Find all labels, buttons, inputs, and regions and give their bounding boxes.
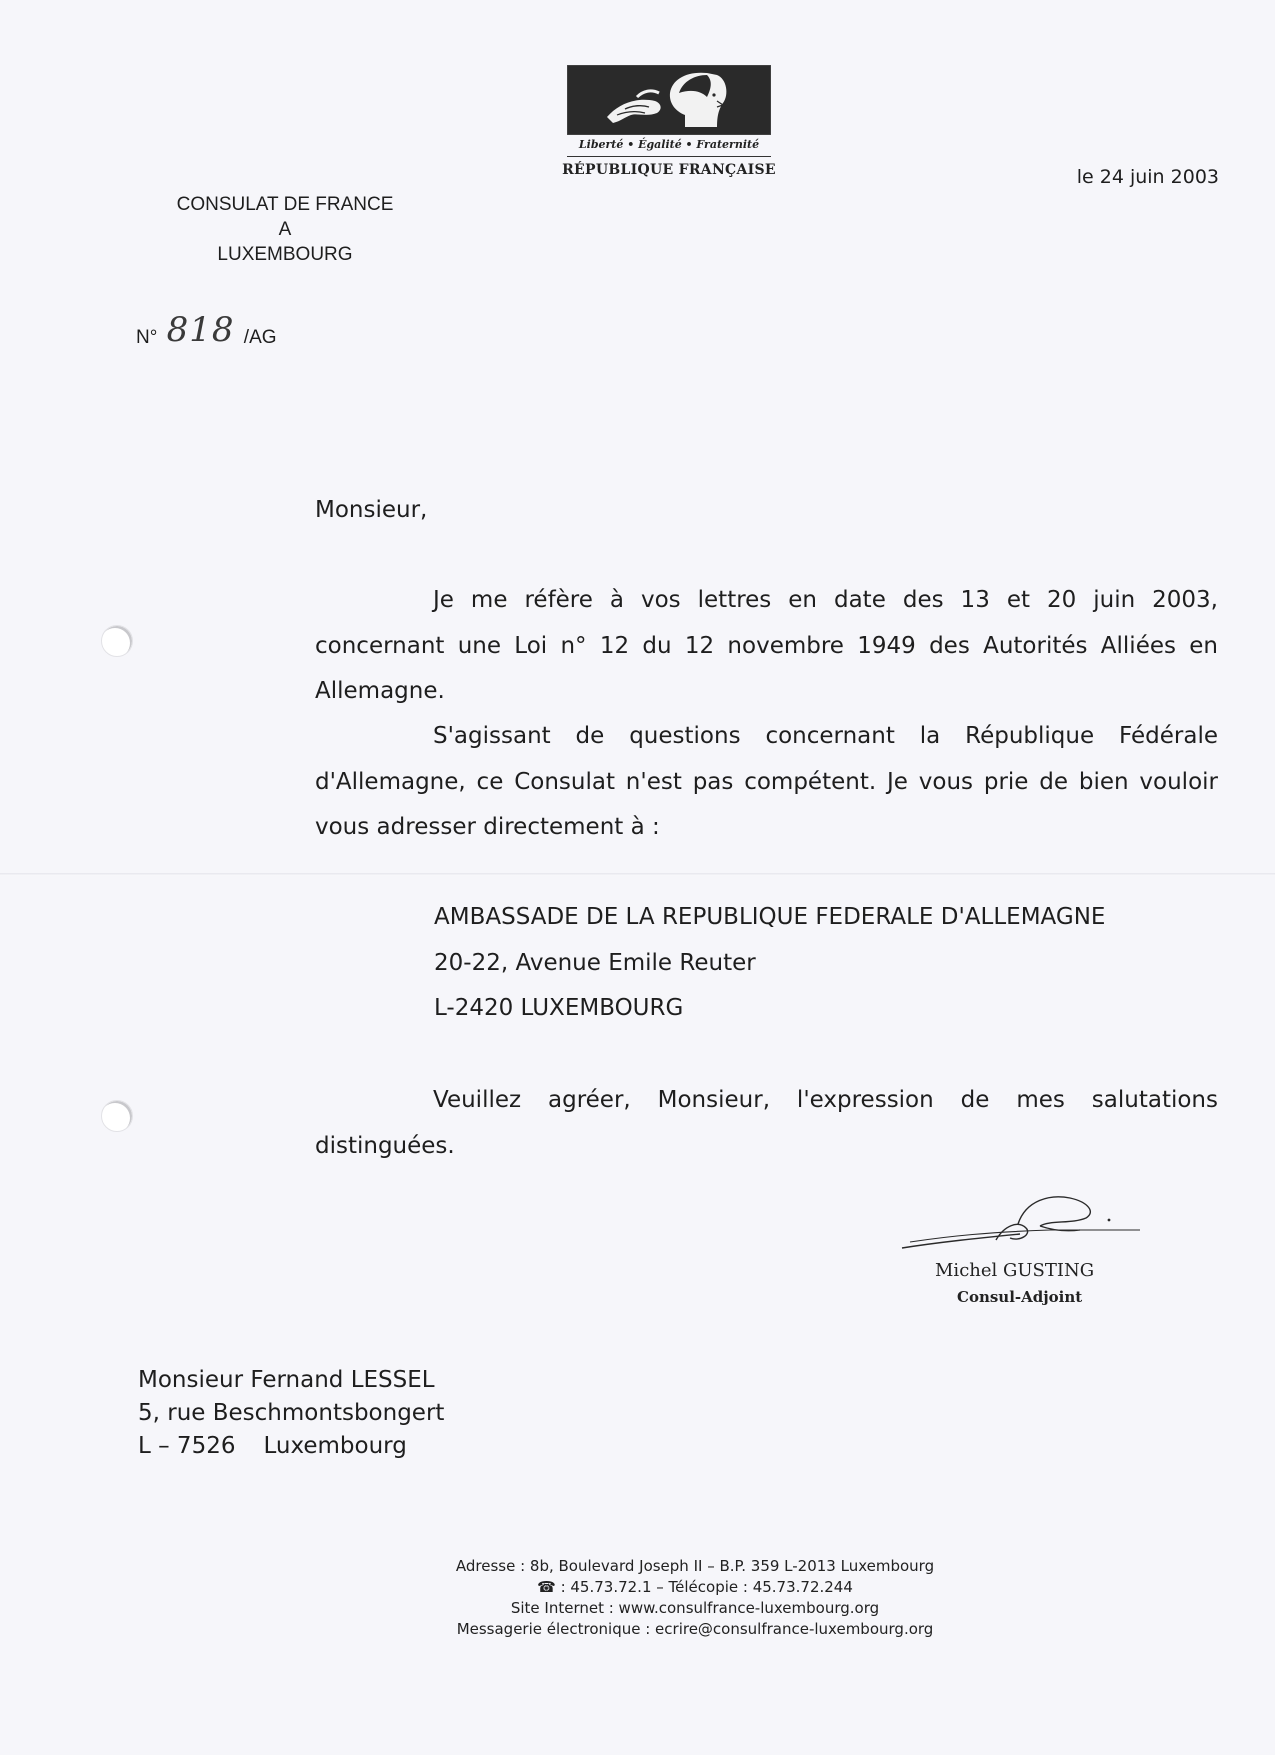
sender-line: A xyxy=(278,219,292,240)
sender-line: LUXEMBOURG xyxy=(217,244,353,265)
reference-prefix: N° xyxy=(136,327,158,348)
footer-email: Messagerie électronique : ecrire@consulfrance-luxembourg.org xyxy=(456,1620,934,1638)
punch-hole-top xyxy=(101,625,133,657)
republic-title: RÉPUBLIQUE FRANÇAISE xyxy=(562,162,776,178)
republic-motto: Liberté • Égalité • Fraternité xyxy=(578,138,760,151)
reference-number xyxy=(136,312,277,352)
recipient-line: Monsieur Fernand LESSEL xyxy=(138,1367,435,1393)
embassy-address-line: L-2420 LUXEMBOURG xyxy=(434,995,684,1021)
signatory-title: Consul-Adjoint xyxy=(957,1288,1083,1306)
body-paragraph-1: Je me réfère à vos lettres en date des 13 et 20 juin 2003, concernant une Loi n° 12 du 12 novembre 1949 des Autorités Alliées en Allemagne. xyxy=(315,587,1218,704)
handwritten-signature xyxy=(900,1190,1140,1250)
sender-line: CONSULAT DE FRANCE xyxy=(176,194,394,215)
punch-hole-bottom xyxy=(101,1100,133,1132)
sender-block xyxy=(150,192,420,267)
recipient-line xyxy=(138,1430,444,1463)
body-paragraph-2: S'agissant de questions concernant la République Fédérale d'Allemagne, ce Consulat n'est pas compétent. Je vous prie de bien vouloir vous adresser directement à : xyxy=(315,723,1218,840)
phone-icon: ☎ xyxy=(537,1578,556,1596)
marianne-logo xyxy=(567,65,771,135)
reference-suffix: /AG xyxy=(243,327,277,348)
footer-website: Site Internet : www.consulfrance-luxembourg.org xyxy=(510,1599,880,1617)
recipient-line: 5, rue Beschmontsbongert xyxy=(138,1400,445,1426)
marianne-icon xyxy=(567,65,771,135)
recipient-postcode: L – 7526 xyxy=(138,1433,236,1459)
embassy-address xyxy=(434,895,1105,1032)
recipient-city: Luxembourg xyxy=(263,1433,407,1459)
consulate-footer xyxy=(380,1556,1010,1640)
emblem-divider xyxy=(567,156,771,157)
reference-handwritten-number: 818 xyxy=(166,310,235,350)
recipient-address xyxy=(138,1364,444,1463)
embassy-address-line: 20-22, Avenue Emile Reuter xyxy=(434,949,756,976)
footer-phone-line xyxy=(380,1577,1010,1598)
footer-phone: : 45.73.72.1 – Télécopie : 45.73.72.244 xyxy=(560,1578,853,1596)
signatory-name: Michel GUSTING xyxy=(935,1260,1095,1281)
footer-address: Adresse : 8b, Boulevard Joseph II – B.P. 359 L-2013 Luxembourg xyxy=(455,1557,935,1575)
closing-paragraph: Veuillez agréer, Monsieur, l'expression de mes salutations distinguées. xyxy=(315,1087,1218,1159)
embassy-address-line: AMBASSADE DE LA REPUBLIQUE FEDERALE D'ALLEMAGNE xyxy=(434,904,1106,930)
salutation: Monsieur, xyxy=(315,497,428,523)
letter-date: le 24 juin 2003 xyxy=(1076,166,1219,188)
paper-fold-line xyxy=(0,873,1275,876)
